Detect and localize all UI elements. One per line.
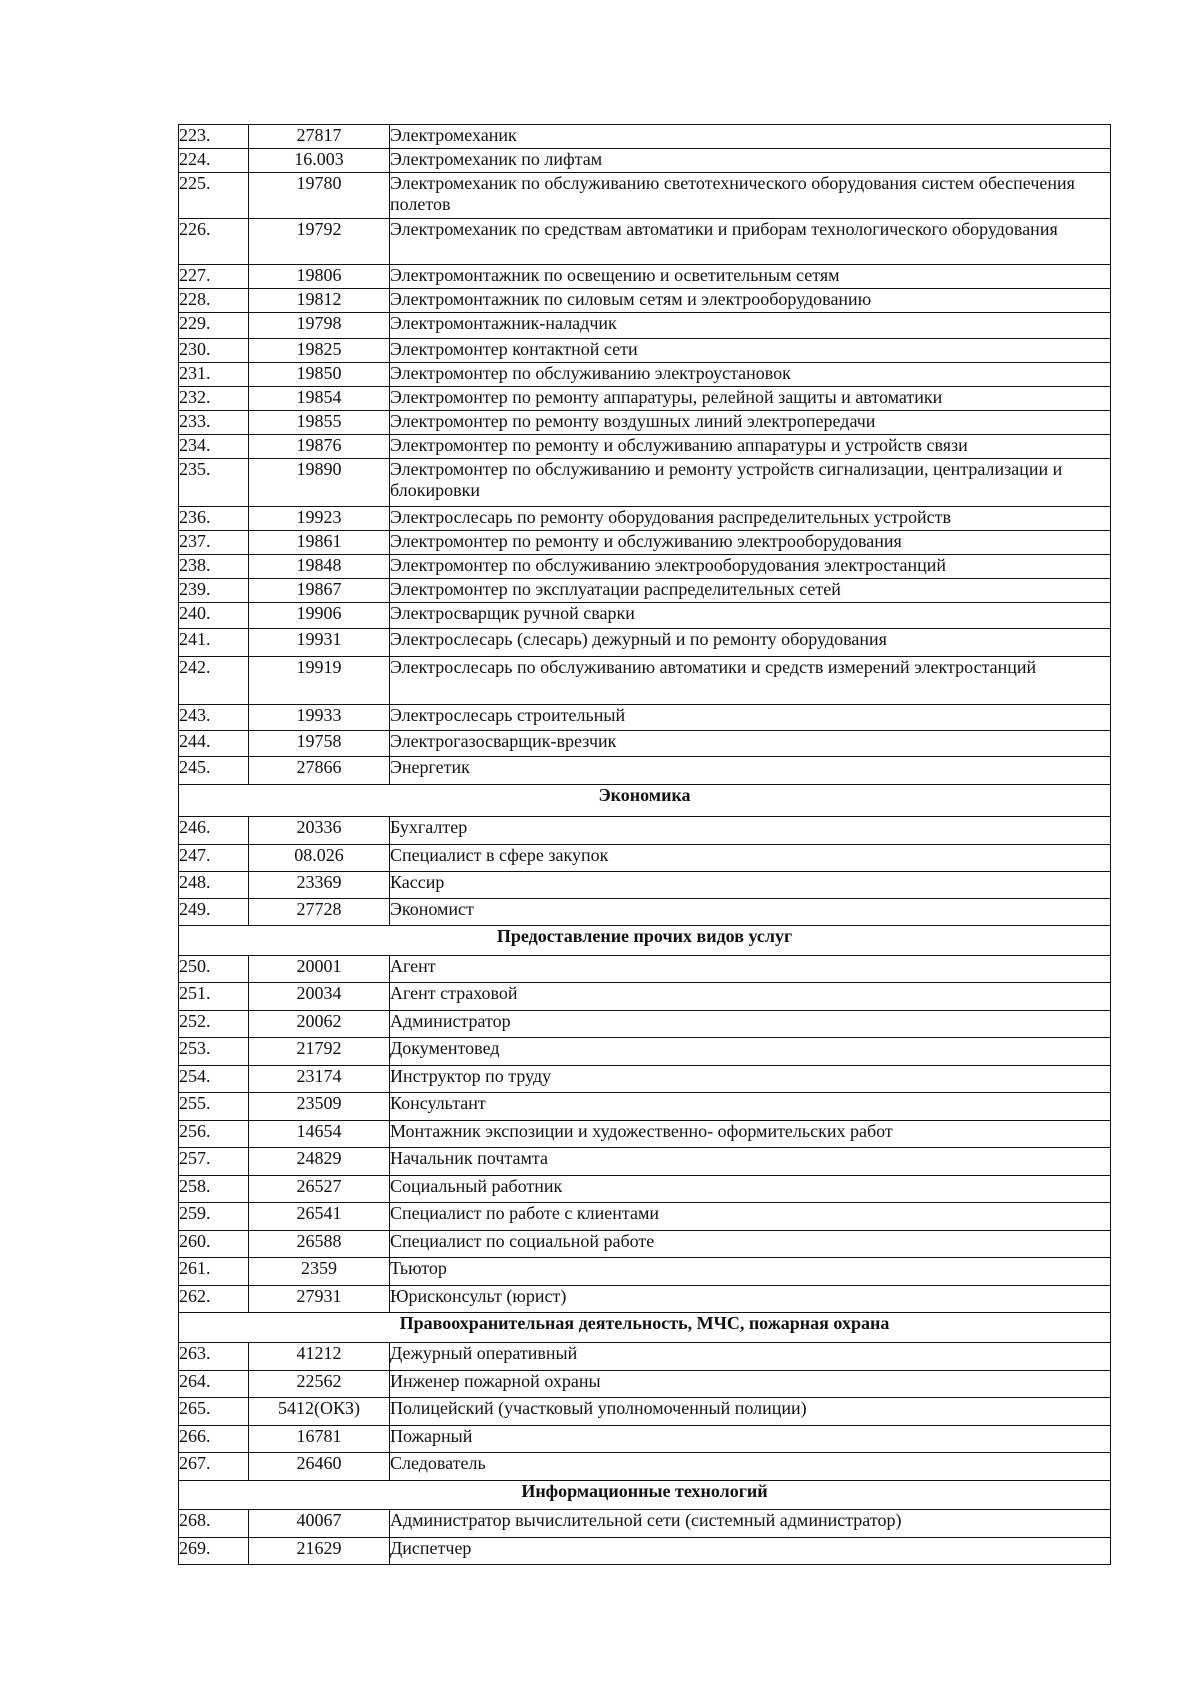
row-number: 225. [179,173,249,219]
profession-name: Электромонтер по ремонту и обслуживанию электрооборудования [390,531,1111,555]
profession-name: Инженер пожарной охраны [390,1371,1111,1398]
profession-code: 08.026 [249,845,390,872]
profession-code: 19923 [249,507,390,531]
profession-code: 19850 [249,363,390,387]
profession-code: 16781 [249,1426,390,1453]
table-row [179,149,1111,173]
row-number: 246. [179,817,249,845]
row-number: 251. [179,983,249,1011]
section-header-row [179,926,1111,956]
professions-table-body [179,125,1111,1565]
profession-code: 19931 [249,629,390,657]
profession-code: 27866 [249,757,390,785]
profession-code: 19906 [249,603,390,629]
table-row [179,1011,1111,1038]
profession-name: Специалист по социальной работе [390,1231,1111,1258]
profession-name: Электросварщик ручной сварки [390,603,1111,629]
profession-name: Диспетчер [390,1538,1111,1565]
profession-code: 41212 [249,1343,390,1371]
row-number: 255. [179,1093,249,1121]
row-number: 241. [179,629,249,657]
profession-name: Электромеханик по лифтам [390,149,1111,173]
profession-code: 26588 [249,1231,390,1258]
profession-name: Электрослесарь (слесарь) дежурный и по ремонту оборудования [390,629,1111,657]
row-number: 258. [179,1176,249,1203]
profession-code: 26541 [249,1203,390,1231]
table-row [179,1510,1111,1538]
section-header-row [179,785,1111,817]
profession-name: Электромонтер по эксплуатации распределительных сетей [390,579,1111,603]
table-row [179,1398,1111,1426]
profession-name: Документовед [390,1038,1111,1066]
profession-code: 40067 [249,1510,390,1538]
profession-code: 19798 [249,313,390,339]
profession-name: Кассир [390,872,1111,899]
row-number: 247. [179,845,249,872]
table-row [179,705,1111,731]
profession-code: 5412(ОКЗ) [249,1398,390,1426]
profession-name: Электромеханик по обслуживанию светотехнического оборудования систем обеспечения полетов [390,173,1111,219]
profession-name: Администратор [390,1011,1111,1038]
row-number: 239. [179,579,249,603]
profession-code: 26460 [249,1453,390,1481]
profession-code: 19890 [249,459,390,507]
row-number: 229. [179,313,249,339]
profession-code: 27817 [249,125,390,149]
profession-code: 19867 [249,579,390,603]
profession-code: 19854 [249,387,390,411]
table-row [179,507,1111,531]
row-number: 254. [179,1066,249,1093]
row-number: 267. [179,1453,249,1481]
row-number: 223. [179,125,249,149]
profession-code: 20001 [249,956,390,983]
table-row [179,1066,1111,1093]
row-number: 236. [179,507,249,531]
table-row [179,219,1111,265]
profession-name: Электрослесарь строительный [390,705,1111,731]
row-number: 257. [179,1148,249,1176]
table-row [179,872,1111,899]
profession-code: 23174 [249,1066,390,1093]
table-row [179,1093,1111,1121]
profession-code: 19812 [249,289,390,313]
section-title: Экономика [179,785,1111,817]
row-number: 227. [179,265,249,289]
table-row [179,899,1111,926]
profession-name: Электромонтер по обслуживанию электрооборудования электростанций [390,555,1111,579]
profession-code: 20034 [249,983,390,1011]
row-number: 235. [179,459,249,507]
row-number: 253. [179,1038,249,1066]
profession-name: Электромонтажник по освещению и осветительным сетям [390,265,1111,289]
table-row [179,289,1111,313]
row-number: 245. [179,757,249,785]
profession-code: 19848 [249,555,390,579]
profession-code: 23509 [249,1093,390,1121]
row-number: 244. [179,731,249,757]
table-row [179,1121,1111,1148]
profession-name: Юрисконсульт (юрист) [390,1286,1111,1313]
row-number: 252. [179,1011,249,1038]
table-row [179,1231,1111,1258]
profession-code: 19919 [249,657,390,705]
profession-code: 19861 [249,531,390,555]
profession-name: Пожарный [390,1426,1111,1453]
row-number: 234. [179,435,249,459]
table-row [179,983,1111,1011]
table-row [179,1038,1111,1066]
profession-name: Дежурный оперативный [390,1343,1111,1371]
table-row [179,125,1111,149]
profession-name: Специалист в сфере закупок [390,845,1111,872]
table-row [179,435,1111,459]
table-row [179,845,1111,872]
profession-name: Электромонтер по ремонту воздушных линий электропередачи [390,411,1111,435]
profession-name: Полицейский (участковый уполномоченный полиции) [390,1398,1111,1426]
row-number: 224. [179,149,249,173]
row-number: 228. [179,289,249,313]
profession-name: Консультант [390,1093,1111,1121]
profession-code: 19876 [249,435,390,459]
table-row [179,1258,1111,1286]
profession-code: 20062 [249,1011,390,1038]
profession-code: 24829 [249,1148,390,1176]
table-row [179,1371,1111,1398]
table-row [179,265,1111,289]
table-row [179,757,1111,785]
row-number: 243. [179,705,249,731]
table-row [179,603,1111,629]
table-row [179,411,1111,435]
profession-code: 2359 [249,1258,390,1286]
profession-code: 14654 [249,1121,390,1148]
row-number: 232. [179,387,249,411]
table-row [179,1286,1111,1313]
profession-name: Электромонтер по ремонту аппаратуры, релейной защиты и автоматики [390,387,1111,411]
profession-name: Электромонтажник-наладчик [390,313,1111,339]
row-number: 263. [179,1343,249,1371]
table-row [179,657,1111,705]
table-row [179,339,1111,363]
row-number: 264. [179,1371,249,1398]
profession-name: Агент [390,956,1111,983]
profession-name: Электромонтажник по силовым сетям и электрооборудованию [390,289,1111,313]
profession-name: Экономист [390,899,1111,926]
row-number: 261. [179,1258,249,1286]
profession-code: 19758 [249,731,390,757]
profession-name: Электрослесарь по обслуживанию автоматики и средств измерений электростанций [390,657,1111,705]
row-number: 226. [179,219,249,265]
section-header-row [179,1481,1111,1510]
profession-name: Агент страховой [390,983,1111,1011]
table-row [179,817,1111,845]
profession-code: 19933 [249,705,390,731]
profession-name: Электрогазосварщик-врезчик [390,731,1111,757]
row-number: 249. [179,899,249,926]
table-row [179,313,1111,339]
row-number: 248. [179,872,249,899]
profession-name: Электромеханик [390,125,1111,149]
profession-name: Тьютор [390,1258,1111,1286]
profession-name: Электромеханик по средствам автоматики и приборам технологического оборудования [390,219,1111,265]
row-number: 238. [179,555,249,579]
profession-code: 20336 [249,817,390,845]
row-number: 240. [179,603,249,629]
profession-code: 19825 [249,339,390,363]
profession-code: 16.003 [249,149,390,173]
table-row [179,387,1111,411]
row-number: 266. [179,1426,249,1453]
table-row [179,459,1111,507]
profession-name: Бухгалтер [390,817,1111,845]
row-number: 269. [179,1538,249,1565]
section-title: Информационные технологий [179,1481,1111,1510]
row-number: 237. [179,531,249,555]
profession-name: Энергетик [390,757,1111,785]
profession-code: 19792 [249,219,390,265]
profession-name: Следователь [390,1453,1111,1481]
table-row [179,1148,1111,1176]
table-row [179,531,1111,555]
table-row [179,1203,1111,1231]
profession-code: 21629 [249,1538,390,1565]
row-number: 231. [179,363,249,387]
row-number: 260. [179,1231,249,1258]
profession-code: 27931 [249,1286,390,1313]
table-row [179,956,1111,983]
table-row [179,1176,1111,1203]
section-title: Предоставление прочих видов услуг [179,926,1111,956]
table-row [179,1426,1111,1453]
profession-name: Монтажник экспозиции и художественно- оформительских работ [390,1121,1111,1148]
profession-name: Социальный работник [390,1176,1111,1203]
row-number: 268. [179,1510,249,1538]
table-row [179,1453,1111,1481]
row-number: 262. [179,1286,249,1313]
profession-name: Специалист по работе с клиентами [390,1203,1111,1231]
profession-code: 19855 [249,411,390,435]
profession-name: Инструктор по труду [390,1066,1111,1093]
profession-code: 19806 [249,265,390,289]
profession-code: 19780 [249,173,390,219]
table-row [179,173,1111,219]
profession-code: 22562 [249,1371,390,1398]
profession-name: Электромонтер по обслуживанию и ремонту устройств сигнализации, централизации и блокировки [390,459,1111,507]
table-row [179,555,1111,579]
table-row [179,1343,1111,1371]
profession-code: 26527 [249,1176,390,1203]
profession-name: Электрослесарь по ремонту оборудования распределительных устройств [390,507,1111,531]
profession-code: 21792 [249,1038,390,1066]
row-number: 265. [179,1398,249,1426]
row-number: 242. [179,657,249,705]
profession-name: Электромонтер контактной сети [390,339,1111,363]
row-number: 259. [179,1203,249,1231]
section-title: Правоохранительная деятельность, МЧС, пожарная охрана [179,1313,1111,1343]
profession-name: Администратор вычислительной сети (системный администратор) [390,1510,1111,1538]
table-row [179,363,1111,387]
profession-name: Электромонтер по обслуживанию электроустановок [390,363,1111,387]
row-number: 233. [179,411,249,435]
row-number: 256. [179,1121,249,1148]
section-header-row [179,1313,1111,1343]
profession-name: Электромонтер по ремонту и обслуживанию аппаратуры и устройств связи [390,435,1111,459]
profession-code: 27728 [249,899,390,926]
table-row [179,579,1111,603]
table-row [179,731,1111,757]
profession-code: 23369 [249,872,390,899]
profession-name: Начальник почтамта [390,1148,1111,1176]
table-row [179,1538,1111,1565]
table-row [179,629,1111,657]
row-number: 250. [179,956,249,983]
row-number: 230. [179,339,249,363]
professions-table [178,124,1111,1565]
